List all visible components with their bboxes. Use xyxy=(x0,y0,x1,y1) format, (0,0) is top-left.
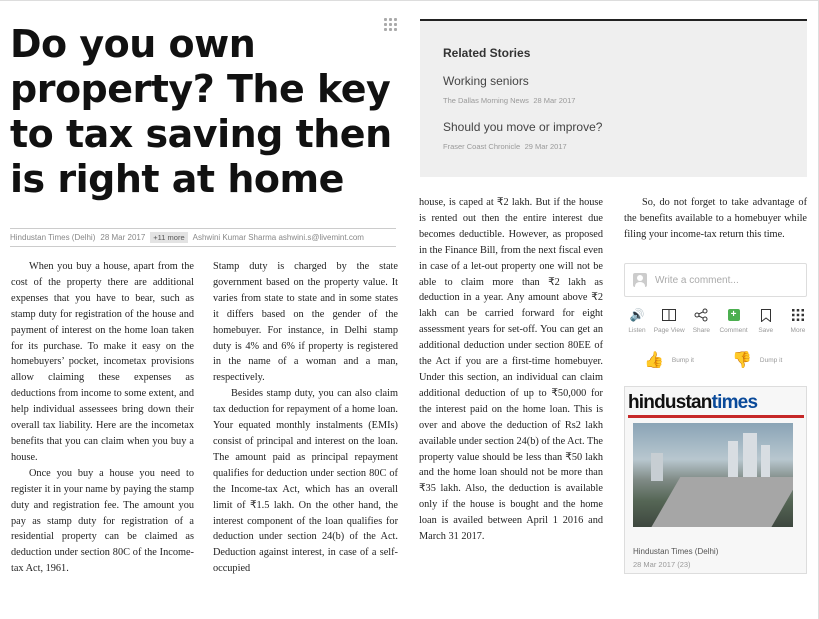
body-column-1 xyxy=(11,259,194,577)
related-story-date: 28 Mar 2017 xyxy=(533,96,576,105)
bump-it-button[interactable] xyxy=(644,350,694,370)
thumbs-down-icon: 👎 xyxy=(732,352,752,369)
action-toolbar xyxy=(624,307,811,334)
newspaper-masthead xyxy=(628,392,757,414)
masthead-rule xyxy=(628,415,804,418)
avatar-icon xyxy=(633,273,647,287)
newspaper-date-text: 28 Mar 2017 xyxy=(633,560,676,569)
page-view-icon xyxy=(662,307,676,323)
body-paragraph: Besides stamp duty, you can also claim tax deduction for repayment of a home loan. Your equated monthly instalments (EMIs) consist of principal and interest on the loan. The amount paid as principal repayment qualifies for deduction under section 80C of the Income-tax Act, which has an overall limit of ₹1.5 lakh. On the other hand, the interest component of the loan qualifies for deduction under section 24(b) of the Act. Deduction against interest, in case of a self-occupied xyxy=(213,388,398,575)
comment-placeholder: Write a comment... xyxy=(655,274,739,286)
body-column-2 xyxy=(213,259,398,577)
article-headline: Do you own property? The key to tax saving then is right at home xyxy=(10,22,392,201)
comment-plus-icon: + xyxy=(728,307,740,323)
newspaper-date xyxy=(633,560,691,569)
related-stories-panel xyxy=(420,19,807,177)
body-paragraph: house, is caped at ₹2 lakh. But if the house is rented out then the entire interest due becomes deductible. However, as proposed in the Finance Bill, from the next fiscal even in case of a let-out property one will not be able to claim more than ₹2 lakh as deduction in a year. Any amount above ₹2 lakh can be carried forward for eight assessment years for set-off. You can get an additional deduction under section 80EE of the Act if you are a first-time homebuyer. Under this section, an individual can claim additional deduction of up to ₹50,000 for the interest paid on the home loan. This is over and above the deduction of Rs2 lakh available under section 24(b) of the Act. The property value should be less than ₹50 lakh and the home loan should not be more than ₹35 lakh. Also, the deduction is available only if the house is bought and the home loan is availed between April 1 2016 and March 31 2017. xyxy=(419,197,603,543)
related-story[interactable] xyxy=(443,74,784,108)
body-paragraph: When you buy a house, apart from the cost of the property there are additional expenses that you have to bear, such as stamp duty for registration of the house and payment of interest on the home loan taken for its purchase. To make it easy on the homebuyers’ pocket, incometax provisions allow claiming these expenses as deductions from income to some extent, and help individual assessees bring down their overall tax liability. Here are the incometax benefits that you can claim when you buy a house. xyxy=(11,261,194,463)
body-paragraph: So, do not forget to take advantage of the benefits available to a homebuyer while filing your income-tax return this time. xyxy=(624,197,807,240)
related-story-source: The Dallas Morning News xyxy=(443,96,529,105)
related-story-title[interactable]: Working seniors xyxy=(443,74,529,88)
listen-button[interactable] xyxy=(624,307,650,334)
masthead-part-b: times xyxy=(711,392,758,413)
action-label: Listen xyxy=(628,327,646,334)
share-icon xyxy=(694,307,708,323)
save-button[interactable] xyxy=(753,307,779,334)
front-page-photo xyxy=(633,423,793,527)
more-sources-button[interactable]: +11 more xyxy=(150,232,187,243)
thumbs-up-icon: 👍 xyxy=(644,352,664,369)
byline-date: 28 Mar 2017 xyxy=(100,233,146,242)
related-story-date: 29 Mar 2017 xyxy=(524,142,567,151)
body-paragraph: Once you buy a house you need to register it in your name by paying the stamp duty and registration fee. The amount you pay as stamp duty for registration of a residential property can be claimed as deduction under section 80C of the Income-tax Act, 1961. xyxy=(11,467,194,575)
byline-author: Ashwini Kumar Sharma ashwini.s@livemint.com xyxy=(192,233,364,242)
action-label: More xyxy=(790,327,806,334)
newspaper-thumbnail[interactable] xyxy=(624,386,807,574)
action-label: Page View xyxy=(653,327,685,334)
newspaper-count: (23) xyxy=(677,560,691,569)
bookmark-icon xyxy=(761,307,771,323)
more-button[interactable] xyxy=(785,307,811,334)
related-stories-heading: Related Stories xyxy=(443,46,531,60)
dump-it-button[interactable] xyxy=(732,350,782,370)
dump-it-label: Dump it xyxy=(759,356,783,364)
body-column-3 xyxy=(419,195,603,545)
comment-button[interactable] xyxy=(721,307,747,334)
body-column-4 xyxy=(624,195,807,243)
body-paragraph: Stamp duty is charged by the state government based on the property value. It varies from state to state and in some states it differs based on the gender of the homebuyer. For instance, in Delhi stamp duty is 4% and 6% if property is registered in the name of a woman and a man, respectively. xyxy=(213,261,398,384)
related-story-source: Fraser Coast Chronicle xyxy=(443,142,521,151)
more-grid-icon xyxy=(792,307,804,323)
byline xyxy=(10,228,396,247)
action-label: Save xyxy=(758,327,774,334)
share-button[interactable] xyxy=(688,307,714,334)
page-view-button[interactable] xyxy=(653,307,685,334)
masthead-part-a: hindustan xyxy=(628,392,712,413)
newspaper-source: Hindustan Times (Delhi) xyxy=(633,547,719,556)
action-label: Share xyxy=(692,327,711,334)
related-story-title[interactable]: Should you move or improve? xyxy=(443,120,603,134)
action-label: Comment xyxy=(719,327,748,334)
speaker-icon: 🔊 xyxy=(629,308,645,322)
comment-input[interactable] xyxy=(624,263,807,297)
byline-source[interactable]: Hindustan Times (Delhi) xyxy=(10,233,96,242)
related-story[interactable] xyxy=(443,120,784,154)
bump-it-label: Bump it xyxy=(671,356,694,364)
